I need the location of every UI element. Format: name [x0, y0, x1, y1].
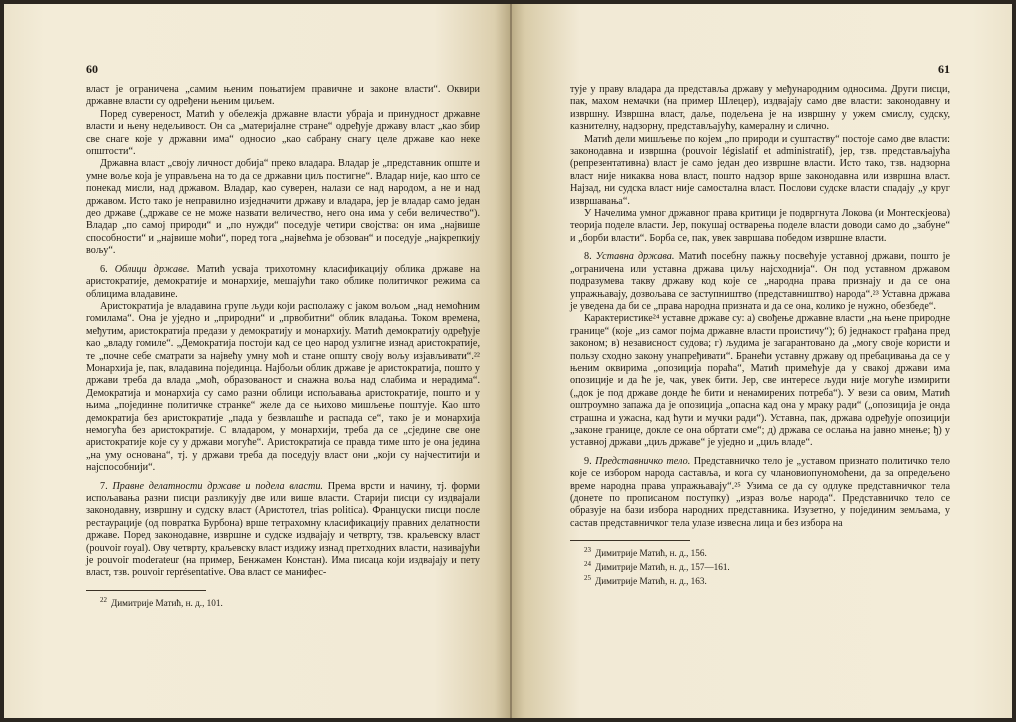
- section-text: Матић посебну пажњу посвећује уставној држави, пошто је „ограничена или уставна држава циљу најсходнија“. Он под уставном државом подразумева такву државу код које се „народна права признају и да се она упражњавају, дозвољава се заступништво (представништво) народа“.²³ Уставна држава је уведена да би се „права народна призната и да се она, колико је нужно, обезбеде“.: [570, 251, 950, 312]
- footnote-divider: [86, 590, 206, 591]
- page-body: [570, 84, 950, 530]
- right-page: [510, 4, 1012, 718]
- section-number: 8.: [584, 251, 592, 263]
- section-title: Правне делатности државе и подела власти.: [112, 480, 323, 492]
- page-number: 61: [938, 62, 950, 76]
- section-paragraph: [86, 264, 480, 301]
- footnote-text: Димитрије Матић, н. д., 163.: [595, 576, 707, 587]
- footnote: [584, 573, 950, 587]
- paragraph: У Начелима умног државног права критици је подвргнута Локова (и Монтескјеова) теорија поделе власти. Јер, покушај остварења поделе власти доводи само до „забуне“ и „борби власти“. Борба се, пак, увек завршава победом извршне власти.: [570, 208, 950, 244]
- paragraph: Матић дели мишљење по којем „по природи и суштаству“ постоје само две власти: законодавна и извршна (pouvoir législatif et administratif), јер, тзв. представљајућа (репрезентативна) власт је само један део извршне власти. Исто тако, тзв. надзорна власт није никаква нова власт, пошто надзор врше законодавна или извршна власт. Најзад, ни судска власт није самостална власт. Послови судске власти спадају „у круг извршавања“.: [570, 133, 950, 207]
- section-paragraph: [86, 481, 480, 580]
- footnote-number: 24: [584, 560, 591, 569]
- section-text: Представничко тело је „уставом признато политичко тело које се избором народа саставља, и кога су члановиопуномоћени, да за опредељено време народна права упражњавају“.²⁵ Узима се да су одлуке представничког тела (донете по прописаном поступку) „израз воље народа“. Представничко тело се образује на бази избора народних представника. Изузетно, у појединим земљама, у састав представничког тела улазе извесна лица и без избора на: [570, 455, 951, 529]
- paragraph: Карактеристике²⁴ уставне државе су: а) свођење државне власти „на њене природне границе“ (које „из самог појма државне власти проистичу“); б) једнакост грађана пред законом; в) независност судова; г) људима је загарантовано да „могу своје користи и пользу сходно закону унапређивати“. Бранећи уставну државу од пребацивања да се у њеним оквирима „опозиција пораћа“, Матић примећује да у свакој држави има опозиције и да ће је, чак, увек бити. Јер, све интересе људи није могуће измирити („док је под државе донде ће бити и ненамирених потреба“). У вези са овим, Матић оштроумно запажа да је опозиција „опасна кад она у мраку ради“ („опозиција је онда страшна и ужасна, кад ћути и мучки ради“). Уставна, пак, држава одређује опозицији „законе границе, докле се она обртати сме“; д) држава се ослања на јавно мнење; ђ) у уставној држави „циљ државе“ је уједно и „циљ владе“.: [570, 313, 950, 449]
- footnote: [584, 545, 950, 559]
- footnote-text: Димитрије Матић, н. д., 157—161.: [595, 562, 730, 573]
- book-gutter: [510, 4, 512, 718]
- paragraph: Аристократија је владавина групе људи који располажу с јаком вољом „над немоћним гомилама“. Она је уједно и „природни“ и „првобитни“ облик владања. Током времена, међутим, аристократија предази у демократију и монархију. Матић демократију одређује као „владу гомиле“. „Демократија постоји кад се цео народ узлигне изнад аристократије, те „почне себе сматрати за највећу умну моћ и стане општу своју вољу изјављивати“.²² Монархија је, пак, владавина појединца. Најбољи облик државе је аристократија, пошто у држави треба да влада „моћ, образованост и снажна воља над слабима и нерадима“. Демократија и монархија су само разни облици испољавања аристократије, пошто и у њима „појединне политичке странке“ желе да се њихово мишљење поштује. Као што демократија без аристократије „пада у безвлашће и распада се“, тако је и монархија немогућа без аристократије. С владаром, у монархији, треба да се „сједине све оне аристократије које су у држави могуће“. Аристократија се правда тиме што је она једина „на уму основана“, тј. у држави треба да поседују власт они „који су најчеститији и најспособнији“.: [86, 300, 480, 474]
- section-number: 9.: [584, 455, 592, 467]
- footnote-number: 22: [100, 595, 107, 604]
- section-title: Уставна држава.: [595, 251, 675, 263]
- section-paragraph: [570, 456, 950, 530]
- paragraph: тује у праву владара да представља државу у међународним односима. Други писци, пак, махом немачки (на пример Шлецер), издвајају само две власти: законодавну и извршну. Извршна власт, даље, подељена је на извршну у ужем смислу, судску, казнителну, надзорну, представљајућу, камералну и слично.: [570, 84, 950, 133]
- footnote-number: 23: [584, 546, 591, 555]
- section-title: Облици државе.: [114, 263, 190, 275]
- footnote: [584, 559, 950, 573]
- page-number: 60: [86, 62, 98, 76]
- paragraph: Државна власт „своју личност добија“ преко владара. Владар је „представник опште и умне воље која је управљена на то да се државни циљ постигне“. Владар није, као што се понекад мисли, над државом. Владар, као суверен, налази се над народом, а не и над државом. Исто тако је неправилно изједначити државу и владара, јер је владар само један део државе („државе се не може назвати величество, него она има у себи величество“). Владар „по самој природи“ и „по нужди“ поседује четири својства: он има „највише способности“ и „највише моћи“, поред тога „највећма је обзован“ и поседује „најкрепкију вољу“.: [86, 158, 480, 257]
- section-number: 6.: [100, 263, 108, 275]
- page-body: [86, 84, 480, 580]
- paragraph: Поред сувереност, Матић у обележја државне власти убраја и принудност државне власти и њену недељивост. Он са „материјалне стране“ одређује државу власт „као збир све снаге које у државни има“ односио „као сабрану снагу целе државе као неке општости“.: [86, 108, 480, 158]
- footnote-text: Димитрије Матић, н. д., 156.: [595, 548, 707, 559]
- section-title: Представничко тело.: [595, 455, 691, 467]
- book-spread: [4, 4, 1012, 718]
- footnote-divider: [570, 540, 690, 541]
- left-page: [4, 4, 510, 718]
- footnote-text: Димитрије Матић, н. д., 101.: [111, 597, 223, 608]
- section-number: 7.: [100, 480, 108, 492]
- paragraph: власт је ограничена „самим њеним поњатијем правичне и законе власти“. Оквири државне власти су одређени њеним циљем.: [86, 84, 480, 108]
- section-paragraph: [570, 251, 950, 313]
- section-text: Матић усваја трихотомну класификацију облика државе на аристократије, демократије и монархије, мешајући тако облике политичког режима са облицима владавине.: [86, 263, 481, 300]
- footnote: [100, 595, 480, 609]
- section-text: Према врсти и начину, тј. форми испољавања разни писци разликују две или више власти. Старији писци су издвајали законодавну, извршну и судску власт (Аристотел, trias politica). Француски писци после рестаурације (од повратка Бурбона) врше тетрахомну класификацију правних делатности државе. Поред законодавне, извршне и судске издвајају и четврту, тзв. краљевску власт (pouvoir royal). Ову четврту, краљевску власт издижу изнад претходних власти, називајући је pouvoir moderateur (на пример, Бенжамен Констан). Има писаца који издвајају и пету власт, тзв. pouvoir représentative. Ова власт се манифес-: [86, 480, 480, 579]
- footnote-number: 25: [584, 574, 591, 583]
